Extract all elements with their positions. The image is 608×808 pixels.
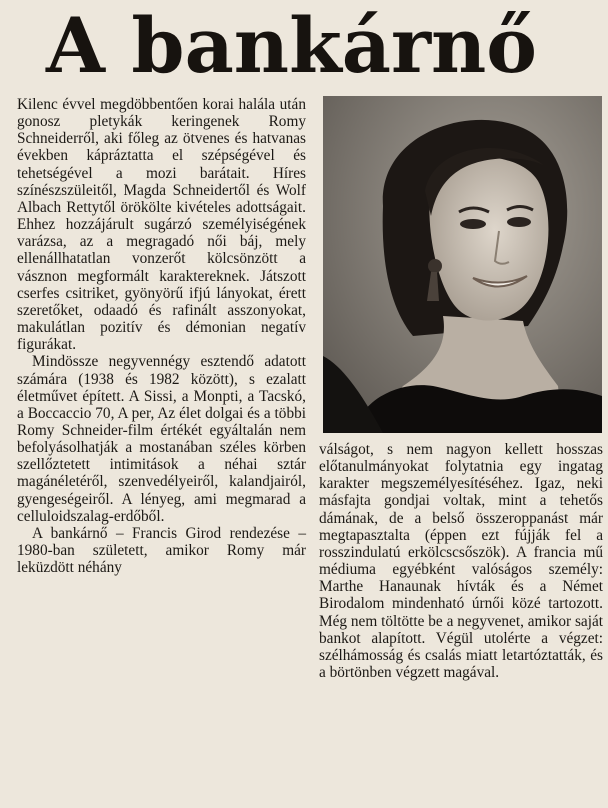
portrait-photo: [323, 96, 602, 433]
article-paragraph-2: Mindössze negyvennégy esztendő adatott számára (1938 és 1982 között), s ezalatt életművet épített. A Sissi, a Monpti, a Tacskó, a Boccaccio 70, A per, Az élet dolgai és a többi Romy Schneider-film értékét egyáltalán nem befolyásolhatják a mostanában széles körben szellőztetett intimitások a néhai sztár magánéletéről, szenvedélyeiről, kalandjairól, gyengeségeiről. A lényeg, ami megmarad a celluloidszalag-erdőből.: [17, 353, 306, 525]
article-paragraph-3: A bankárnő – Francis Girod rendezése – 1980-ban született, amikor Romy már leküzdött néhány: [17, 524, 306, 577]
article-paragraph-1: Kilenc évvel megdöbbentően korai halála után gonosz pletykák keringenek Romy Schneiderről, aki főleg az ötvenes és hatvanas években kápráztatta el szépségével és tehetségével a mozi barátait. Híres színészszüleitől, Magda Schneidertől és Wolf Albach Rettytől örökölte kivételes adottságait. Ehhez hozzájárult sugárzó személyiségének varázsa, az a megragadó női báj, mely ellenállhatatlan vonzerőt kölcsönzött a vásznon megformált karaktereknek. Játszott cserfes csitriket, gyönyörű ifjú lányokat, érett szeretőket, odaadó és rafinált asszonyokat, makulátlan pozitív és démonian negatív figurákat.: [17, 96, 306, 354]
portrait-photo-icon: [323, 96, 602, 433]
headline: A bankárnő: [46, 1, 537, 90]
article-column-right: [319, 441, 603, 802]
article-paragraph-4: válságot, s nem nagyon kellett hosszas előtanulmányokat folytatnia egy ingatag karakter megszemélyesítéséhez. Igaz, neki másfajta gondjai voltak, mint a tehetős dámának, de a belső összeroppanást már megtapasztalta (éppen ezt fújják fel a rosszindulatú erkölcscsőszök). A francia mű médiuma egyébként valóságos személy: Marthe Hanaunak hívták és a Német Birodalom mindenható úrnői közé tartozott. Még nem töltötte be a negyvenet, amikor saját bankot alapított. Végül utolérte a végzet: szélhámosság és csalás miatt letartóztatták, és a börtönben végzett magával.: [319, 441, 603, 682]
article-column-left: [17, 96, 306, 802]
